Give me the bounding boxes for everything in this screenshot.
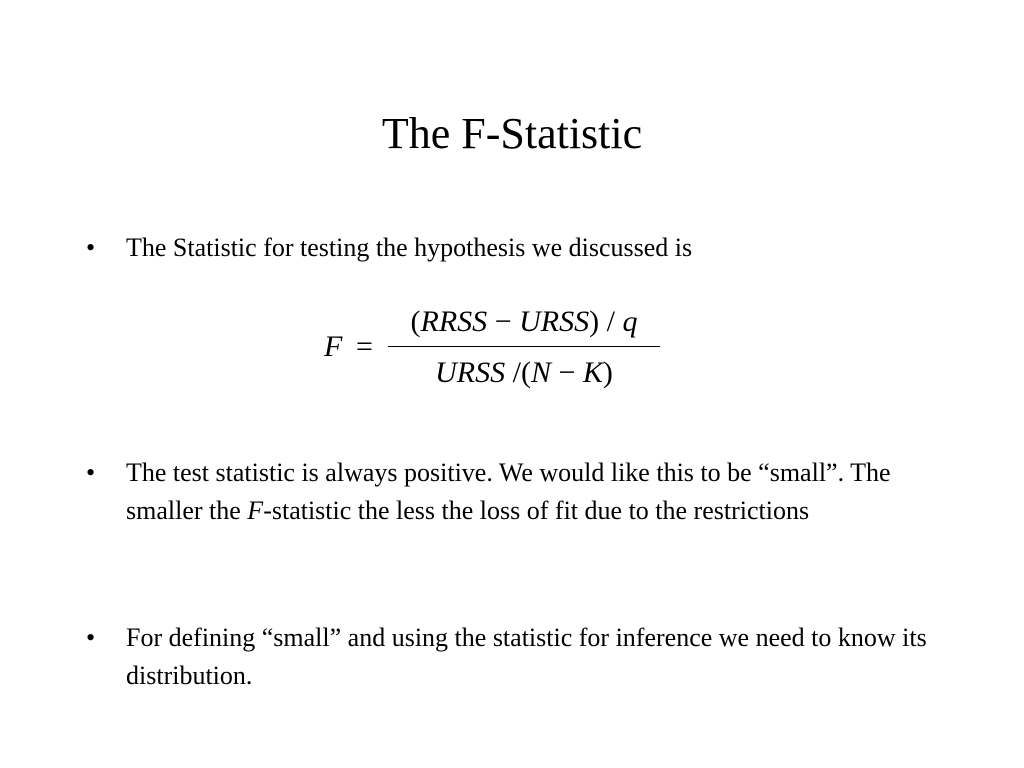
- bullet-dot: •: [86, 623, 96, 652]
- bullet-2: [86, 454, 946, 530]
- formula-lhs: F: [324, 330, 343, 363]
- den-minus: −: [550, 356, 583, 389]
- bullet-3: [86, 619, 946, 695]
- num-minus: −: [487, 305, 520, 338]
- num-open-paren: (: [410, 305, 421, 338]
- formula-numerator: [388, 302, 660, 342]
- num-term-rrss: RRSS: [420, 305, 488, 338]
- slide-title: The F-Statistic: [381, 109, 643, 158]
- formula-denominator: [388, 353, 660, 393]
- bullet-1-text: The Statistic for testing the hypothesis we discussed is: [126, 233, 693, 262]
- bullet-3-text: For defining “small” and using the statistic for inference we need to know its distribution.: [126, 623, 927, 690]
- den-term-urss: URSS: [435, 356, 506, 389]
- num-q: q: [622, 305, 638, 338]
- bullet-2-f-italic: F: [247, 496, 264, 525]
- bullet-2-text: [126, 454, 946, 530]
- den-k: K: [582, 356, 603, 389]
- bullet-1: [86, 229, 946, 267]
- num-term-urss: URSS: [519, 305, 590, 338]
- bullet-dot: •: [86, 233, 96, 262]
- bullet-dot: •: [86, 458, 96, 487]
- num-close-paren: ): [589, 305, 600, 338]
- den-close-paren: ): [602, 356, 613, 389]
- formula-equals: =: [356, 330, 373, 363]
- den-slash: /(: [505, 356, 531, 389]
- f-statistic-formula: [322, 300, 672, 400]
- bullet-2-text-a: The test statistic is always positive. We would like this to be “small”. The smaller the: [126, 458, 891, 525]
- den-n: N: [530, 356, 551, 389]
- bullet-2-text-b: -statistic the less the loss of fit due to the restrictions: [263, 496, 810, 525]
- num-slash: /: [599, 305, 623, 338]
- fraction-bar: [388, 346, 660, 347]
